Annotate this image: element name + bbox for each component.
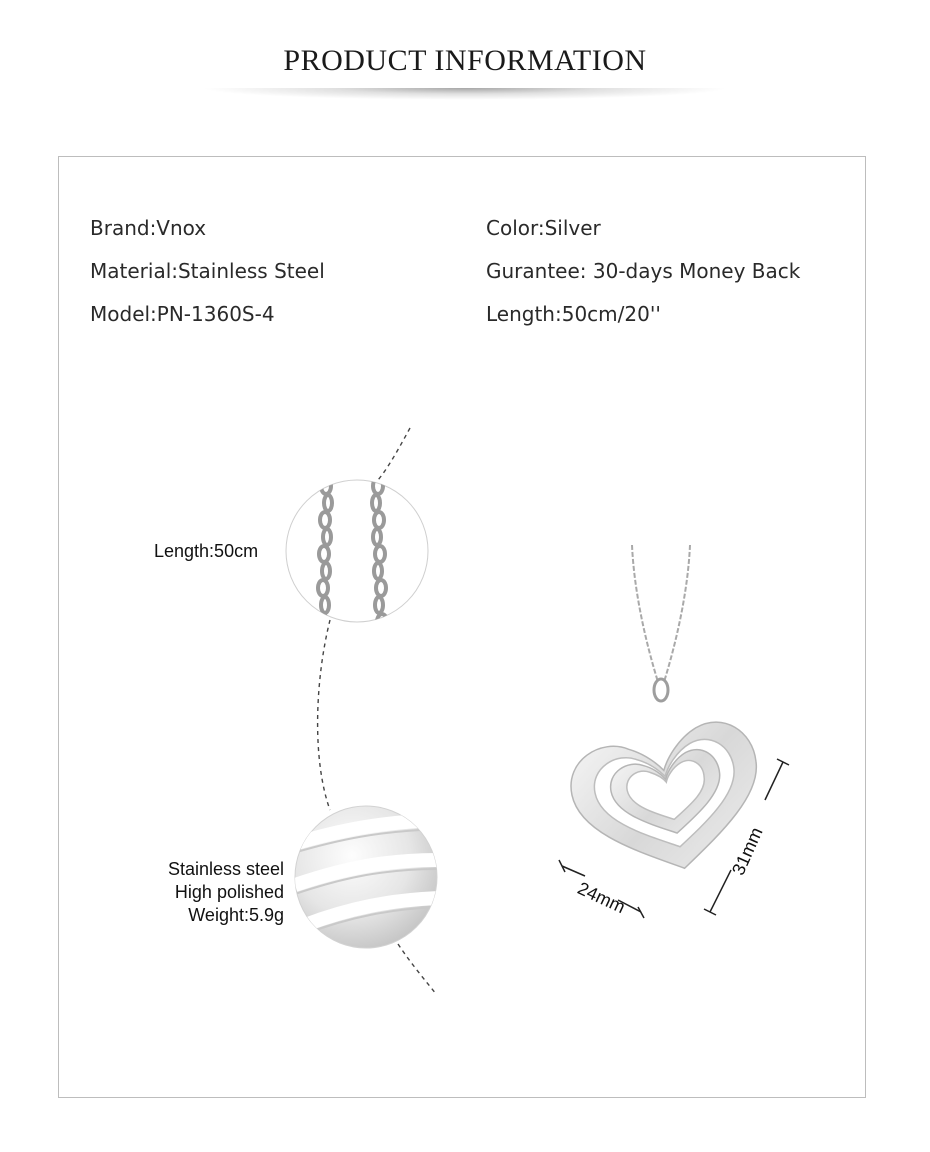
spec-guarantee: Gurantee: 30-days Money Back bbox=[486, 259, 801, 283]
width-dimension-label: 24mm bbox=[574, 878, 629, 918]
pendant-finish-label: High polished bbox=[174, 882, 284, 902]
page-title: PRODUCT INFORMATION bbox=[283, 44, 647, 77]
spec-model: Model:PN-1360S-4 bbox=[90, 302, 275, 326]
spec-length: Length:50cm/20'' bbox=[486, 302, 661, 326]
pendant-material-label: Stainless steel bbox=[167, 859, 284, 879]
spec-brand: Brand:Vnox bbox=[90, 216, 207, 240]
necklace-chain bbox=[632, 545, 690, 682]
chain-zoom-circle bbox=[286, 478, 428, 630]
pendant-zoom-circle bbox=[290, 806, 440, 948]
chain-length-callout: Length:50cm bbox=[154, 541, 259, 561]
height-dimension-label: 31mm bbox=[728, 824, 767, 879]
bail-ring bbox=[654, 679, 668, 701]
pendant-callout bbox=[130, 858, 284, 927]
pendant-weight-label: Weight:5.9g bbox=[188, 905, 284, 925]
spec-color: Color:Silver bbox=[486, 216, 601, 240]
spec-material: Material:Stainless Steel bbox=[90, 259, 325, 283]
